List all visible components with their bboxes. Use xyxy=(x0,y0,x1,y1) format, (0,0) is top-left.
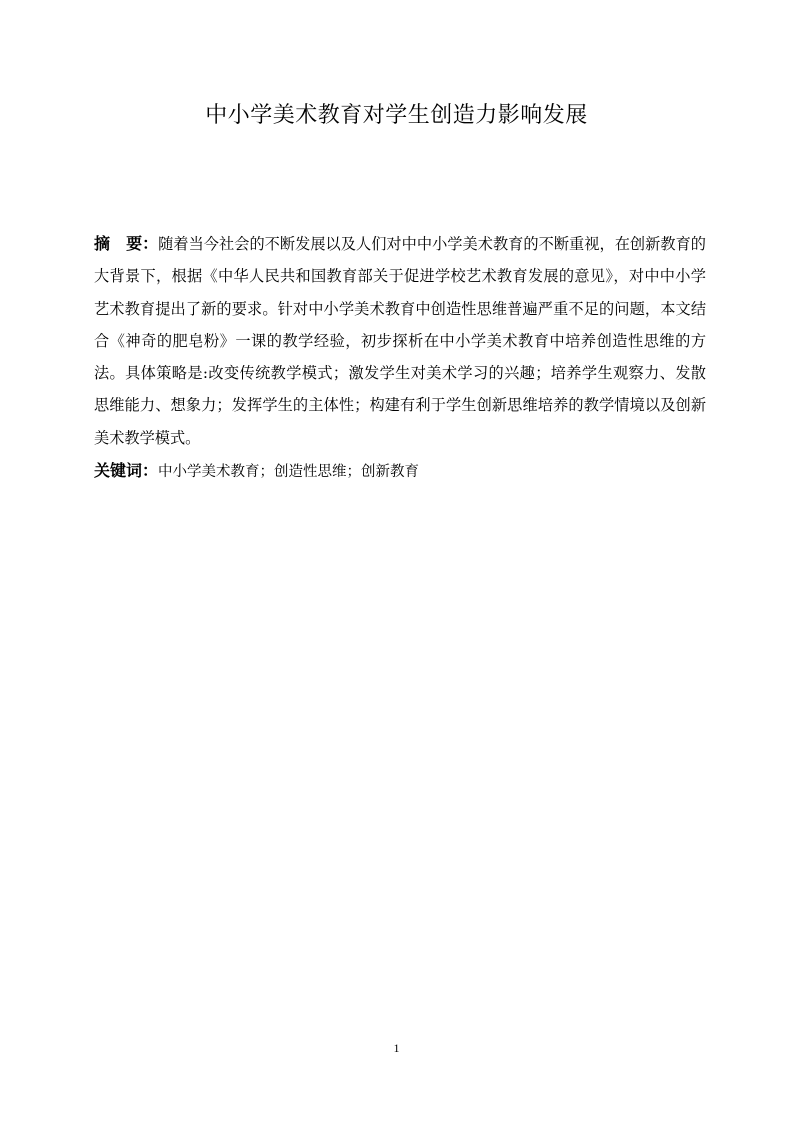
document-title: 中小学美术教育对学生创造力影响发展 xyxy=(205,103,588,128)
abstract-paragraph xyxy=(94,228,706,454)
abstract-text: 随着当今社会的不断发展以及人们对中中小学美术教育的不断重视，在创新教育的大背景下，根据《中华人民共和国教育部关于促进学校艺术教育发展的意见》，对中中小学艺术教育提出了新的要求。针对中小学美术教育中创造性思维普遍严重不足的问题，本文结合《神奇的肥皂粉》一课的教学经验，初步探析在中小学美术教育中培养创造性思维的方法。具体策略是:改变传统教学模式；激发学生对美术学习的兴趣；培养学生观察力、发散思维能力、想象力；发挥学生的主体性；构建有利于学生创新思维培养的教学情境以及创新美术教学模式。 xyxy=(94,235,706,447)
keywords-label: 关键词： xyxy=(94,461,159,480)
keywords-text: 中小学美术教育；创造性思维；创新教育 xyxy=(158,464,420,480)
abstract-label: 摘 要： xyxy=(94,234,159,253)
keywords-line xyxy=(94,456,706,487)
page-number: 1 xyxy=(393,1041,400,1055)
